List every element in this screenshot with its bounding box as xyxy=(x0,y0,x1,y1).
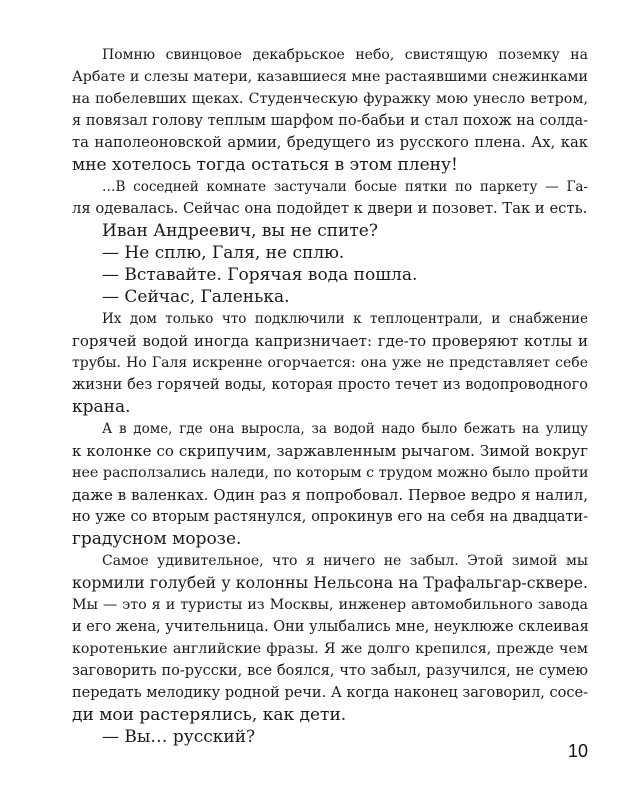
body-text xyxy=(42,44,588,748)
text-line: я повязал голову теплым шарфом по-бабьи и стал похож на солда- xyxy=(72,113,588,129)
text-line: даже в валенках. Один раз я попробовал. Первое ведро я налил, xyxy=(72,486,588,504)
text-line: горячей водой иногда капризничает: где-то проверяют котлы и xyxy=(72,332,588,350)
text-line: Мы — это я и туристы из Москвы, инженер автомобильного завода xyxy=(72,597,588,613)
text-line: — Вставайте. Горячая вода пошла. xyxy=(102,265,418,285)
text-line: ля одевалась. Сейчас она подойдет к двери и позовет. Так и есть. xyxy=(72,200,588,217)
text-line: и его жена, учительница. Они улыбались мне, неуклюже склеивая xyxy=(72,619,589,635)
dialogue-line-4 xyxy=(42,286,588,308)
text-line: крана. xyxy=(72,397,131,417)
text-line: Арбате и слезы матери, казавшиеся мне растаявшими снежинками xyxy=(72,69,588,85)
paragraph-5 xyxy=(42,550,588,726)
text-line: трубы. Но Галя искренне огорчается: она уже не представляет себе xyxy=(72,355,588,371)
text-line: ди мои растерялись, как дети. xyxy=(72,705,347,725)
text-line: но уже со вторым растянулся, опрокинув его на себя на двадцати- xyxy=(72,509,588,525)
dialogue-line-3 xyxy=(42,264,588,286)
text-line: Их дом только что подключили к теплоцентрали, и снабжение xyxy=(102,311,588,327)
text-line: — Сейчас, Галенька. xyxy=(102,287,290,307)
text-line: заговорить по-русски, все боялся, что забыл, разучился, не сумею xyxy=(72,663,588,679)
text-line: коротенькие английские фразы. Я же долго крепился, прежде чем xyxy=(72,641,588,657)
text-line: передать мелодику родной речи. А когда наконец заговорил, сосе- xyxy=(72,685,588,701)
text-line: Иван Андреевич, вы не спите? xyxy=(102,221,378,241)
text-line: на побелевших щеках. Студенческую фуражку мою унесло ветром, xyxy=(72,91,588,107)
paragraph-2 xyxy=(42,176,588,220)
text-line: мне хотелось тогда остаться в этом плену! xyxy=(72,155,458,175)
text-line: градусном морозе. xyxy=(72,529,242,549)
paragraph-4 xyxy=(42,418,588,550)
paragraph-3 xyxy=(42,308,588,418)
text-line: …В соседней комнате застучали босые пятки по паркету — Га- xyxy=(102,179,588,195)
paragraph-1 xyxy=(42,44,588,176)
text-line: нее расползались наледи, по которым с трудом можно было пройти xyxy=(72,465,589,481)
text-line: — Не сплю, Галя, не сплю. xyxy=(102,243,345,263)
text-line: жизни без горячей воды, которая просто течет из водопроводного xyxy=(72,377,588,393)
dialogue-line-5 xyxy=(42,726,588,748)
text-line: А в доме, где она выросла, за водой надо было бежать на улицу xyxy=(102,421,588,437)
text-line: — Вы… русский? xyxy=(102,727,256,747)
text-line: Помню свинцовое декабрьское небо, свистящую поземку на xyxy=(102,47,588,63)
text-line: Самое удивительное, что я ничего не забыл. Этой зимой мы xyxy=(102,553,588,569)
text-line: кормили голубей у колонны Нельсона на Трафальгар-сквере. xyxy=(72,573,588,592)
page-number: 10 xyxy=(567,741,588,761)
text-line: к колонке со скрипучим, заржавленным рычагом. Зимой вокруг xyxy=(72,442,588,460)
text-line: та наполеоновской армии, бредущего из русского плена. Ах, как xyxy=(72,134,588,151)
dialogue-line-1 xyxy=(42,220,588,242)
dialogue-line-2 xyxy=(42,242,588,264)
